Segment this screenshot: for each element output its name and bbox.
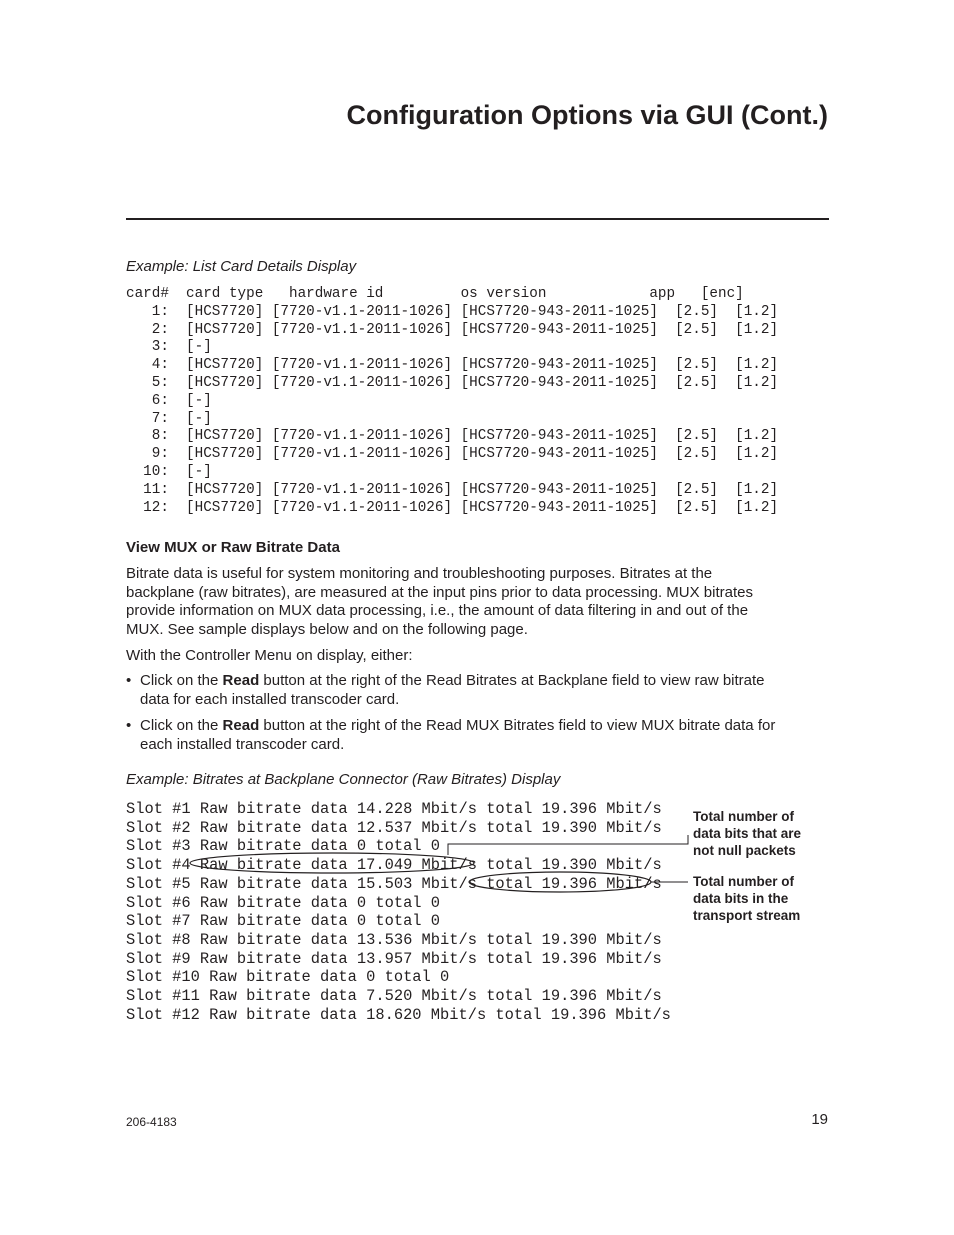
read-button-label: Read (222, 672, 260, 689)
bullet-text-before: Click on the (140, 717, 223, 734)
callout-transport-stream: Total number of data bits in the transport stream (693, 874, 801, 923)
bullet-text-before: Click on the (140, 672, 223, 689)
intro-paragraph: Bitrate data is useful for system monitoring and troubleshooting purposes. Bitrates at the backplane (raw bitrates), are measured at the input pins prior to data processing. MUX bitrates provide information on MUX data processing, i.e., the amount of data filtering in and out of the MUX. See sample displays below and on the following page. (126, 565, 753, 638)
card-details-listing: card# card type hardware id os version app [enc] 1: [HCS7720] [7720-v1.1-2011-1026] [HCS7720-943-2011-1025] [2.5] [1.2] 2: [HCS7720] [7720-v1.1-2011-1026] [HCS7720-943-2011-1025] [2.5] [1.2] 3: [-] 4: [HCS7720] [7720-v1.1-2011-1026] [HCS7720-943-2011-1025] [2.5] [1.2] 5: [HCS7720] [7720-v1.1-2011-1026] [HCS7720-943-2011-1025] [2.5] [1.2] 6: [-] 7: [-] 8: [HCS7720] [7720-v1.1-2011-1026] [HCS7720-943-2011-1025] [2.5] [1.2] 9: [HCS7720] [7720-v1.1-2011-1026] [HCS7720-943-2011-1025] [2.5] [1.2] 10: [-] 11: [HCS7720] [7720-v1.1-2011-1026] [HCS7720-943-2011-1025] [2.5] [1.2] 12: [HCS7720] [7720-v1.1-2011-1026] [HCS7720-943-2011-1025] [2.5] [1.2] (126, 286, 779, 516)
data-bits-highlight-ellipse (190, 853, 474, 873)
example-caption-card-details: Example: List Card Details Display (126, 258, 357, 275)
bullet-marker: • (126, 717, 132, 734)
lead-in-paragraph: With the Controller Menu on display, either: (126, 647, 413, 664)
data-bits-leader-line (448, 835, 688, 855)
bullet-marker: • (126, 672, 132, 689)
page-title: Configuration Options via GUI (Cont.) (346, 100, 828, 130)
read-button-label: Read (222, 717, 260, 734)
page-number: 19 (811, 1111, 828, 1128)
document-number: 206-4183 (126, 1115, 177, 1129)
bullet-text-after: button at the right of the Read Bitrates at Backplane field to view raw bitrate data for each installed transcoder card. (140, 672, 765, 708)
raw-bitrate-listing: Slot #1 Raw bitrate data 14.228 Mbit/s total 19.396 Mbit/s Slot #2 Raw bitrate data 12.537 Mbit/s total 19.390 Mbit/s Slot #3 Raw bitrate data 0 total 0 Slot #4 Raw bitrate data 17.049 Mbit/s total 19.390 Mbit/s Slot #5 Raw bitrate data 15.503 Mbit/s total 19.396 Mbit/s Slot #6 Raw bitrate data 0 total 0 Slot #7 Raw bitrate data 0 total 0 Slot #8 Raw bitrate data 13.536 Mbit/s total 19.390 Mbit/s Slot #9 Raw bitrate data 13.957 Mbit/s total 19.396 Mbit/s Slot #10 Raw bitrate data 0 total 0 Slot #11 Raw bitrate data 7.520 Mbit/s total 19.396 Mbit/s Slot #12 Raw bitrate data 18.620 Mbit/s total 19.396 Mbit/s (126, 800, 671, 1024)
total-bits-highlight-ellipse (469, 872, 651, 892)
callout-data-bits: Total number of data bits that are not null packets (693, 809, 802, 858)
section-heading: View MUX or Raw Bitrate Data (126, 539, 340, 556)
example-caption-raw-bitrates: Example: Bitrates at Backplane Connector (Raw Bitrates) Display (126, 771, 561, 788)
bullet-text-after: button at the right of the Read MUX Bitrates field to view MUX bitrate data for each installed transcoder card. (140, 717, 776, 753)
